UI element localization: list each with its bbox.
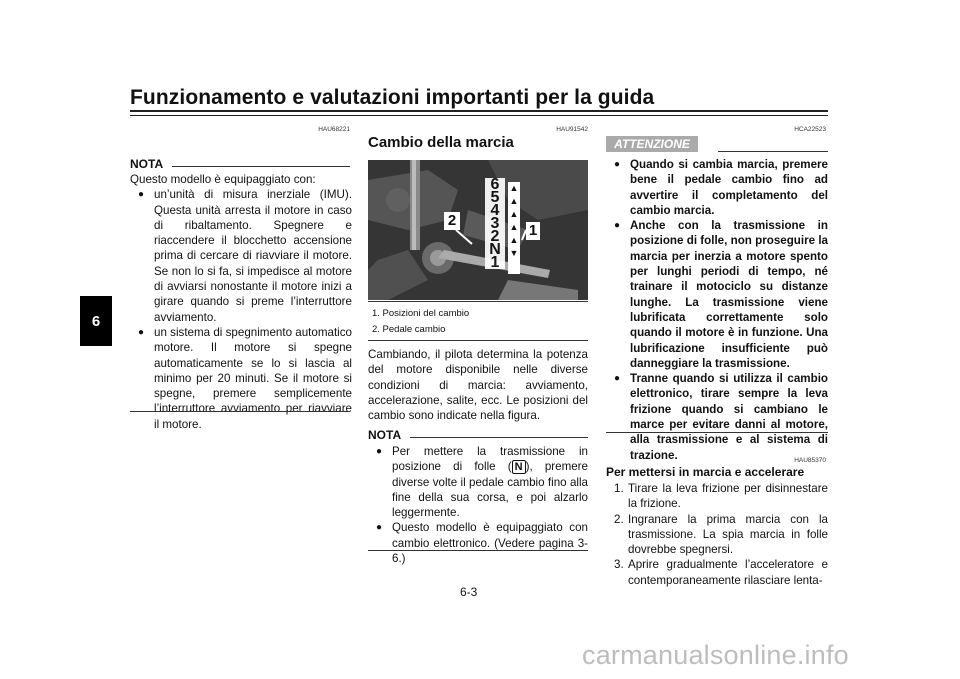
nota-block — [372, 444, 588, 566]
section-code: HAU91542 — [556, 126, 588, 133]
step-number: 1. — [614, 482, 624, 495]
step-text: Ingranare la prima marcia con la trasmissione. La spia marcia in folle dovrebbe spegnersi. — [628, 512, 828, 557]
nota-block — [130, 172, 352, 432]
nota-label: NOTA — [368, 428, 402, 442]
step-item — [606, 557, 828, 588]
neutral-symbol: N — [512, 460, 526, 474]
section-code: HAU68221 — [318, 126, 350, 133]
watermark: carmanualsonline.info — [582, 640, 849, 670]
nota-end-rule — [368, 550, 588, 551]
legend-item: 2. Pedale cambio — [372, 324, 446, 335]
section-subheading: Per mettersi in marcia e accelerare — [606, 465, 805, 479]
page-number: 6-3 — [460, 585, 478, 599]
steps-block — [606, 481, 828, 588]
gear-shift-figure — [368, 160, 588, 300]
figure-legend — [372, 306, 469, 338]
attention-end-rule — [606, 432, 828, 433]
arrow-down-icon: ▼ — [509, 248, 519, 258]
step-number: 3. — [614, 558, 624, 572]
legend-item: 1. Posizioni del cambio — [372, 308, 470, 319]
shift-paragraph: Cambiando, il pilota determina la potenza del motore disponibile nelle diverse condizioni di marcia: avviamento, accelerazione, salite, ecc. Le posizioni del cambio sono indicate nella figura. — [368, 348, 588, 423]
figure-rule — [368, 301, 588, 302]
attention-bullet: ● Tranne quando si utilizza il cambio elettronico, tirare sempre la leva frizione quando si cambiano le marce per evitare danni al motore, alla trasmissione e al sistema di trazione. — [610, 371, 828, 463]
gear-positions — [485, 178, 505, 269]
attention-badge: ATTENZIONE — [606, 136, 698, 152]
step-item — [606, 512, 828, 558]
arrow-up-icon: ▲ — [509, 196, 519, 206]
attention-bullet: ● Anche con la trasmissione in posizione di folle, non proseguire la marcia per inerzia a motore spento per lunghi periodi di tempo, né trainare il motociclo su distanze lunghe. La trasmissione viene lubrificata correttamente solo quando il motore è in funzione. Una lubrificazione insufficiente può danneggiare la trasmissione. — [610, 218, 828, 371]
step-item — [606, 481, 828, 512]
arrow-up-icon: ▲ — [509, 183, 519, 193]
attention-rule — [718, 151, 828, 152]
callout-1: 1 — [526, 222, 540, 240]
page-title: Funzionamento e valutazioni importanti per la guida — [130, 86, 655, 109]
section-code: HCA22523 — [794, 126, 826, 133]
nota-label: NOTA — [130, 157, 164, 171]
nota-intro: Questo modello è equipaggiato con: — [130, 173, 316, 186]
gear-label: 6 — [490, 176, 500, 193]
gear-label: 2 — [490, 228, 500, 245]
nota-bullet: ● un’unità di misura inerziale (IMU). Questa unità arresta il motore in caso di ribaltamento. Spegnere e riaccendere il blocchetto accensione prima di cercare di riavviare il motore. Se non lo si fa, si impedisce al motore di avviarsi nonostante il motore inizi a girare quando si preme l’interruttore avviamento. — [134, 187, 352, 325]
title-rule-thin — [130, 115, 828, 116]
gear-label: 3 — [490, 215, 500, 232]
arrow-up-icon: ▲ — [509, 222, 519, 232]
step-number: 2. — [614, 512, 624, 526]
nota-bullet-text: Per mettere la trasmissione in posizione di folle ( — [392, 445, 588, 474]
callout-2: 2 — [444, 212, 460, 230]
nota-rule — [410, 437, 588, 438]
gear-label: 5 — [490, 189, 500, 206]
gear-label: 4 — [490, 202, 500, 219]
attention-bullet: ● Quando si cambia marcia, premere bene il pedale cambio fino ad avvertire il completamento del cambio marcia. — [610, 157, 828, 218]
legend-rule — [368, 340, 588, 341]
nota-end-rule — [130, 411, 350, 412]
section-heading: Cambio della marcia — [368, 134, 514, 151]
step-text: Aprire gradualmente l’acceleratore e contemporaneamente rilasciare lenta- — [628, 558, 828, 587]
arrow-up-icon: ▲ — [509, 235, 519, 245]
gear-shift-illustration — [368, 160, 588, 300]
gear-label: N — [489, 241, 501, 258]
section-code: HAU85370 — [794, 457, 826, 464]
title-rule — [130, 110, 828, 112]
nota-rule — [172, 166, 350, 167]
attention-block — [610, 157, 828, 463]
step-text: Tirare la leva frizione per disinnestare la frizione. — [628, 482, 828, 511]
gear-label: 1 — [490, 254, 500, 271]
nota-bullet: ● un sistema di spegnimento automatico motore. Il motore si spegne automaticamente se lo si lascia al minimo per 20 minuti. Se il motore si spegne, premere semplicemente l’interruttore avviamento per riavviare il motore. — [134, 325, 352, 432]
chapter-tab: 6 — [80, 296, 112, 346]
nota-bullet-text: ), premere diverse volte il pedale cambio fino alla fine della sua corsa, e poi alzarlo leggermente. — [392, 460, 588, 520]
arrow-up-icon: ▲ — [509, 209, 519, 219]
gear-arrows — [508, 182, 520, 260]
nota-bullet — [372, 444, 588, 520]
nota-bullet: ● Questo modello è equipaggiato con cambio elettronico. (Vedere pagina 3-6.) — [372, 520, 588, 566]
